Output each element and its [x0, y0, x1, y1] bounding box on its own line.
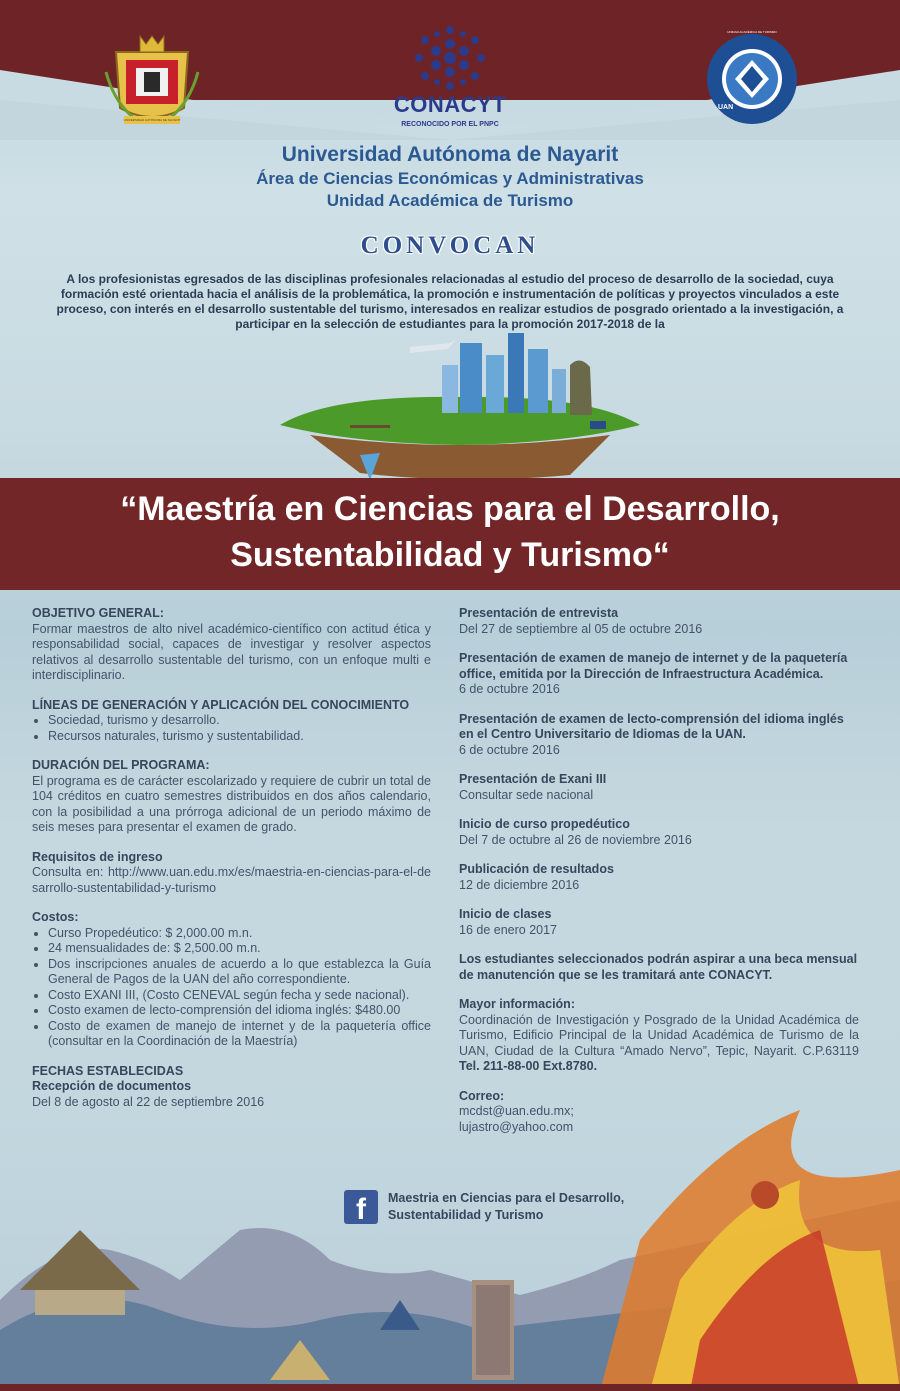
recepcion-heading: Recepción de documentos: [32, 1079, 192, 1093]
facebook-page-link[interactable]: [388, 1190, 648, 1224]
email-link-1[interactable]: mcdst@uan.edu.mx;: [459, 1104, 574, 1118]
list-item: • Sociedad, turismo y desarrollo.: [48, 713, 431, 729]
lineas-list: [32, 713, 431, 744]
info-phone: Tel. 211-88-00 Ext.8780.: [459, 1059, 598, 1073]
costos-heading: Costos:: [32, 910, 79, 924]
resultados-text: 12 de diciembre 2016: [459, 877, 580, 892]
university-title: Universidad Autónoma de Nayarit: [281, 143, 619, 166]
floating-island-icon: [270, 325, 650, 480]
correo-heading: Correo:: [459, 1088, 505, 1103]
turismo-seal-icon: [705, 32, 799, 126]
bottom-strip: [0, 1384, 900, 1391]
clases-text: 16 de enero 2017: [459, 922, 558, 937]
conacyt-logo-icon: [411, 22, 489, 94]
requisitos-heading: Requisitos de ingreso: [32, 849, 163, 864]
costos-list: [32, 926, 431, 1050]
list-item: • Curso Propedéutico: $ 2,000.00 m.n.: [48, 926, 431, 942]
propedeutico-heading: Inicio de curso propedéutico: [459, 817, 630, 831]
intro-paragraph: A los profesionistas egresados de las disciplinas profesionales relacionadas al estudio del proceso de desarrollo de la sociedad, cuya formación esté orientada hacia el análisis de la problemática, la promoción e instrumentación de políticas y proyectos vinculados a este proceso, con interés en el desarrollo sustentable del turismo, interesados en realizar estudios de posgrado orientado a la investigación, a participar en la selección de estudiantes para la promoción 2017-2018 de la: [56, 272, 844, 331]
beca-text: Los estudiantes seleccionados podrán aspirar a una beca mensual de manutención que se les tramitará ante CONACYT.: [459, 952, 858, 982]
facebook-line-2: Sustentabilidad y Turismo: [388, 1208, 544, 1222]
conacyt-name: CONACYT: [393, 92, 507, 117]
objetivo-heading: OBJETIVO GENERAL:: [32, 606, 164, 620]
info-text: [459, 1013, 859, 1075]
clases-heading: Inicio de clases: [459, 907, 552, 921]
conacyt-subtitle: RECONOCIDO POR EL PNPC: [401, 121, 499, 128]
area-title: Área de Ciencias Económicas y Administrativas: [256, 169, 644, 188]
list-item: • Recursos naturales, turismo y sustentabilidad.: [48, 729, 431, 745]
objetivo-text: Formar maestros de alto nivel académico-científico con actitud ética y responsabilidad social, capaces de investigar y resolver aspectos relativos al desarrollo sustentable del turismo, con un enfoque multi e interdisciplinario.: [32, 621, 431, 682]
turismo-seal-text: UNIDAD ACADÉMICA DE TURISMO: [727, 30, 777, 34]
resultados-heading: Publicación de resultados: [459, 862, 614, 876]
recepcion-text: Del 8 de agosto al 22 de septiembre 2016: [32, 1094, 265, 1109]
facebook-line-1: Maestria en Ciencias para el Desarrollo,: [388, 1191, 625, 1205]
lineas-heading: LÍNEAS DE GENERACIÓN Y APLICACIÓN DEL CONOCIMIENTO: [32, 697, 410, 712]
list-item: • Costo de examen de manejo de internet y de la paquetería office (consultar en la Coordinación de la Maestría): [48, 1019, 431, 1050]
exani-heading: Presentación de Exani III: [459, 772, 607, 786]
list-item: • Costo examen de lecto-comprensión del idioma inglés: $480.00: [48, 1003, 431, 1019]
list-item: • Costo EXANI III, (Costo CENEVAL según fecha y sede nacional).: [48, 988, 431, 1004]
duracion-text: El programa es de carácter escolarizado y requiere de cubrir un total de 104 créditos en cuatro semestres distribuidos en dos años calendario, con la posibilidad a una prórroga adicional de un periodo máximo de seis meses para presentar el examen de grado.: [32, 773, 431, 834]
turismo-seal-abbr: UAN: [718, 104, 734, 111]
ingles-exam-heading: Presentación de examen de lecto-comprensión del idioma inglés en el Centro Universitario de Idiomas de la UAN.: [459, 711, 844, 741]
duracion-heading: DURACIÓN DEL PROGRAMA:: [32, 758, 210, 772]
list-item: • 24 mensualidades de: $ 2,500.00 m.n.: [48, 941, 431, 957]
entrevista-heading: Presentación de entrevista: [459, 606, 619, 620]
unit-title: Unidad Académica de Turismo: [326, 191, 574, 210]
bottom-mural-icon: [0, 1080, 900, 1391]
list-item: • Dos inscripciones anuales de acuerdo a lo que establezca la Guía General de Pagos de la UAN del año correspondiente.: [48, 957, 431, 988]
email-link-2[interactable]: lujastro@yahoo.com: [459, 1119, 574, 1134]
facebook-icon[interactable]: f: [344, 1190, 378, 1224]
program-title-line-1: “Maestría en Ciencias para el Desarrollo,: [120, 490, 780, 528]
program-title: [0, 486, 900, 578]
fechas-heading: FECHAS ESTABLECIDAS: [32, 1063, 184, 1078]
uan-seal-text: UNIVERSIDAD AUTÓNOMA DE NAYARIT: [123, 118, 181, 122]
ingles-exam-text: 6 de octubre 2016: [459, 742, 560, 757]
info-heading: Mayor información:: [459, 997, 575, 1011]
propedeutico-text: Del 7 de octubre al 26 de noviembre 2016: [459, 832, 692, 847]
left-column: [32, 606, 431, 1124]
program-title-line-2: Sustentabilidad y Turismo“: [230, 536, 670, 574]
exani-text: Consultar sede nacional: [459, 787, 594, 802]
right-column: [459, 606, 859, 1149]
info-address: Coordinación de Investigación y Posgrado de la Unidad Académica de Turismo, Edificio Principal de la Unidad Académica de Turismo de la UAN, Ciudad de la Cultura “Amado Nervo”, Tepic, Nayarit. C.P.63119: [459, 1012, 859, 1058]
entrevista-text: Del 27 de septiembre al 05 de octubre 2016: [459, 621, 703, 636]
requisitos-link[interactable]: Consulta en: http://www.uan.edu.mx/es/maestria-en-ciencias-para-el-desarrollo-sustentabilidad-y-turismo: [32, 865, 431, 895]
uan-seal-icon: [104, 32, 200, 128]
internet-exam-text: 6 de octubre 2016: [459, 682, 560, 696]
internet-exam-heading: Presentación de examen de manejo de internet y de la paquetería office, emitida por la Dirección de Infraestructura Académica.: [459, 651, 848, 681]
convocan-heading: CONVOCAN: [360, 232, 540, 259]
